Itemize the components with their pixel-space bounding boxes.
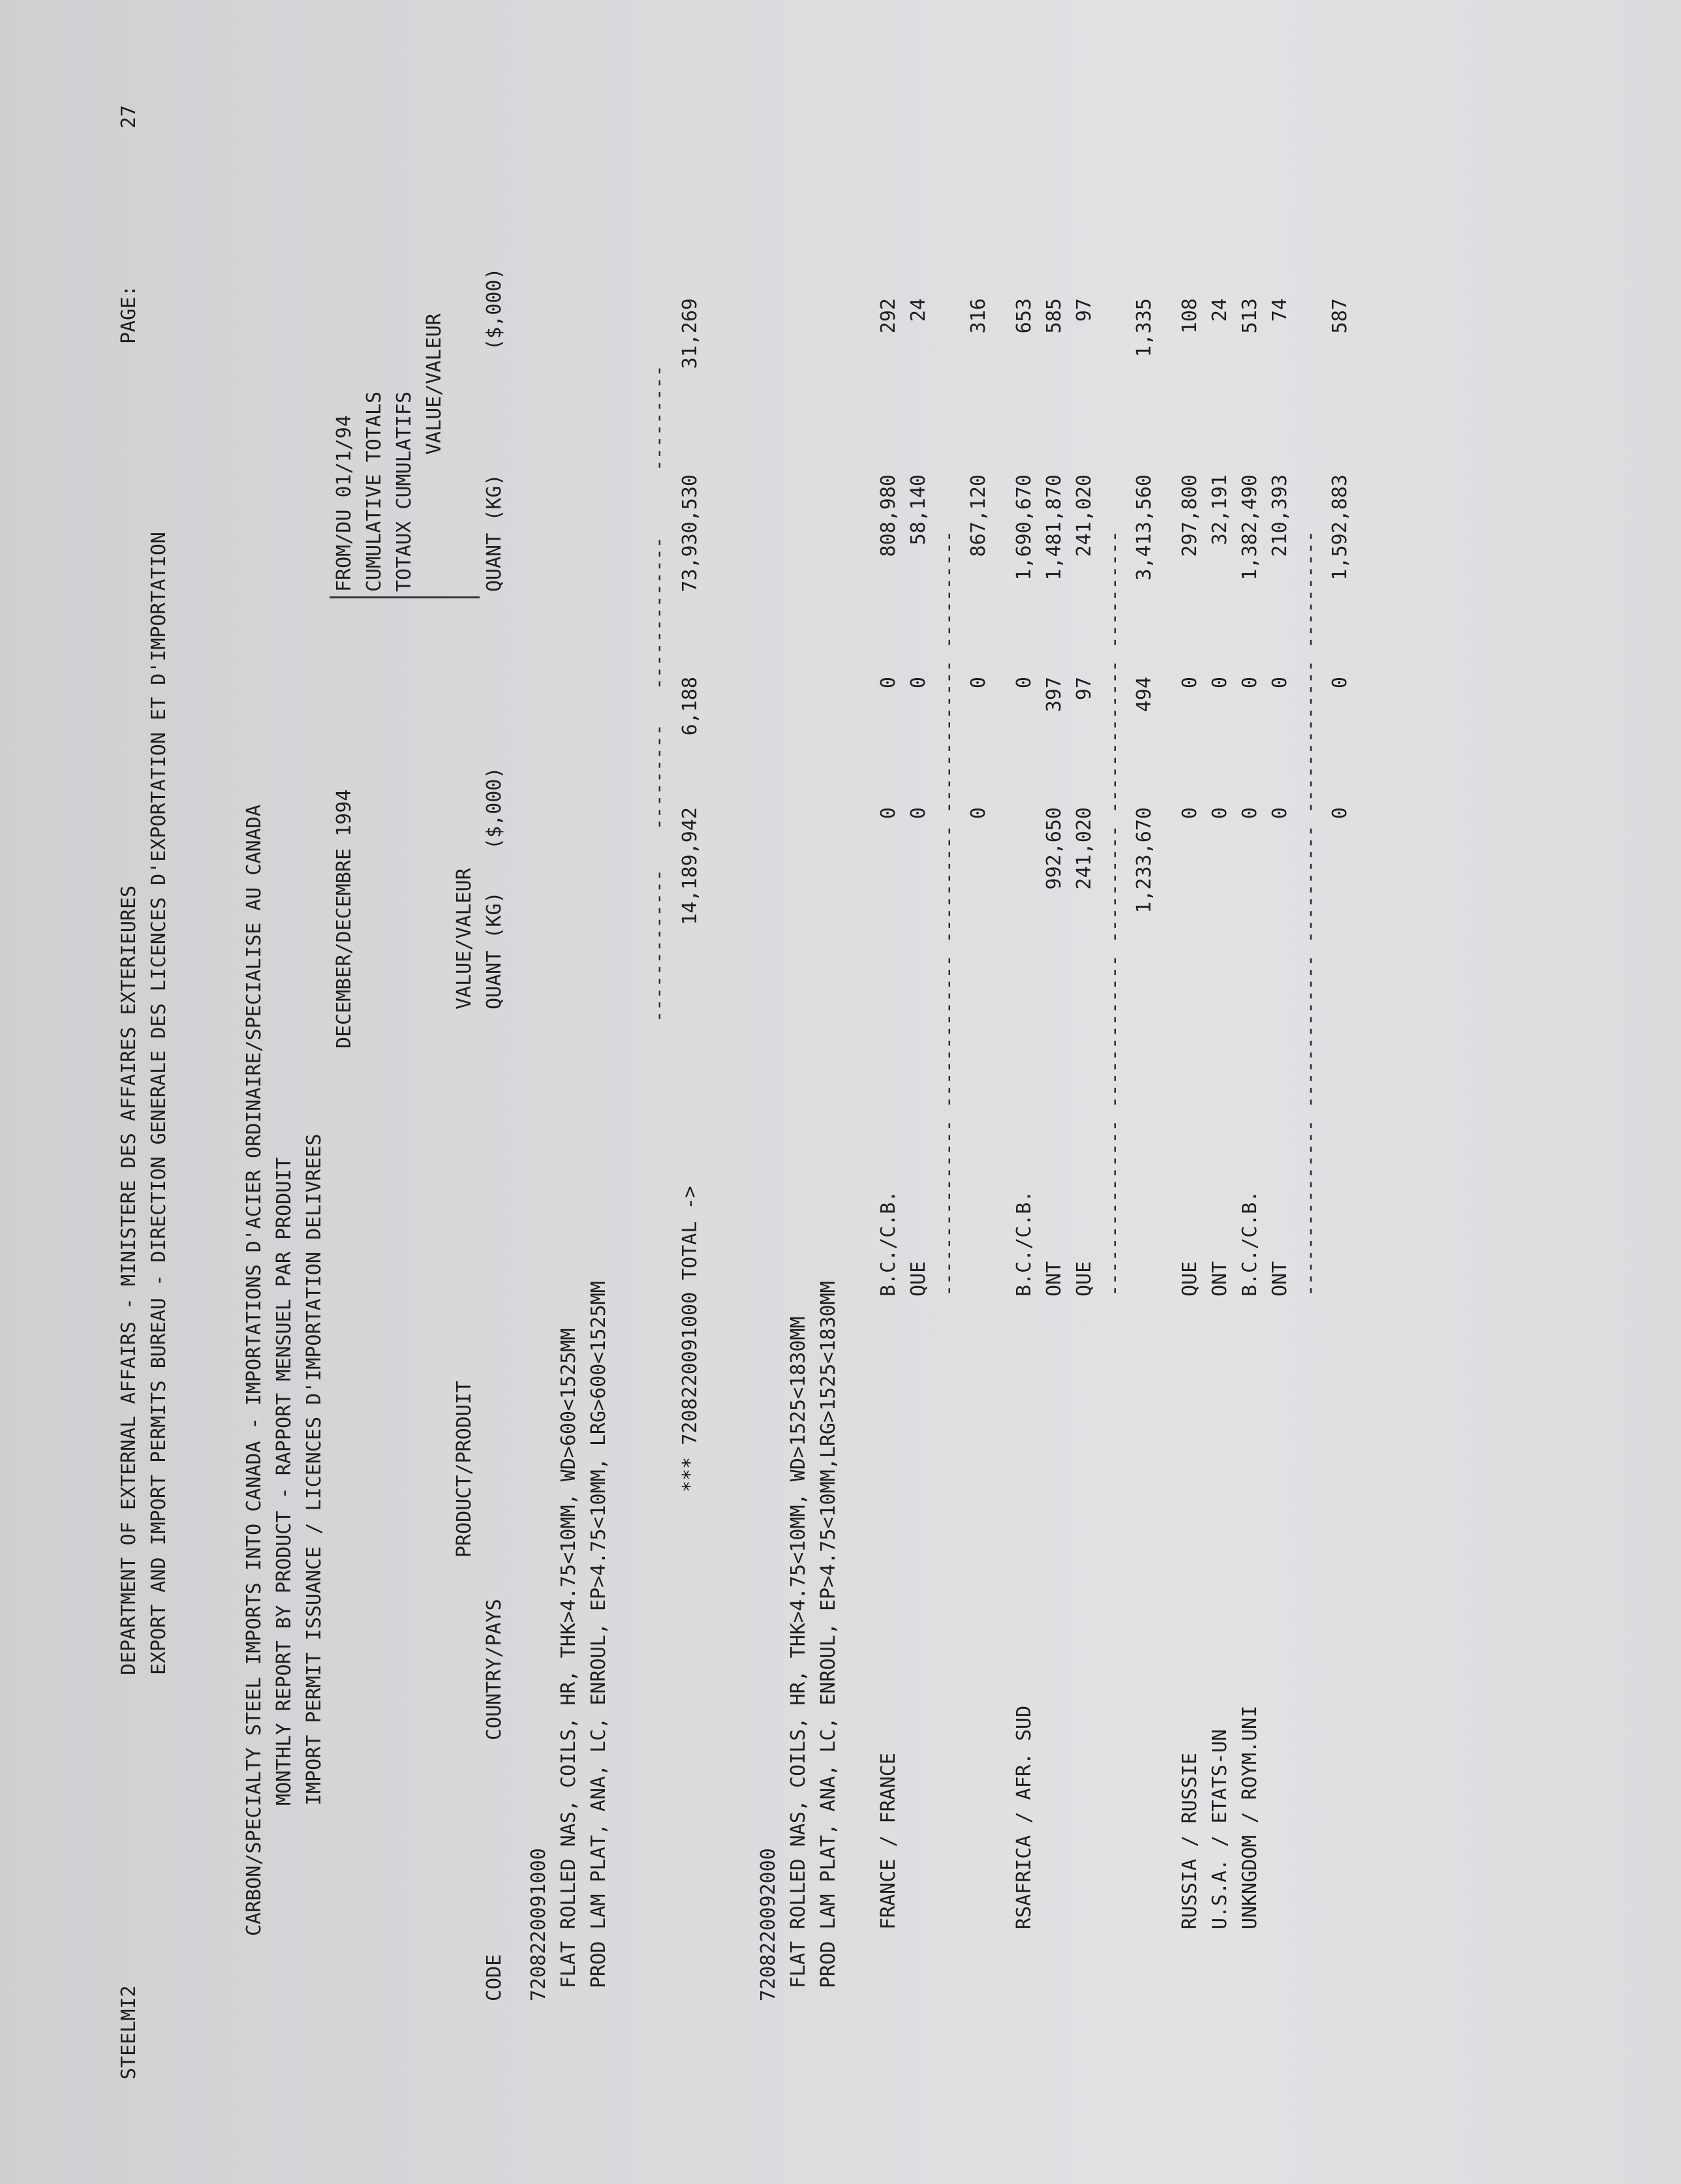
- product-desc-en-1: FLAT ROLLED NAS, COILS, HR, THK>4.75<10MM, WD>600<1525MM: [557, 1328, 580, 1988]
- report-id: STEELMI2: [117, 1985, 140, 2080]
- cell-quant: 0: [1269, 807, 1291, 820]
- cell-quant: 0: [1209, 807, 1231, 820]
- cell-cum-quant: 241,020: [1073, 474, 1096, 557]
- cell-cum-value: 653: [1013, 298, 1036, 334]
- province: QUE: [1179, 1261, 1201, 1297]
- country-france: FRANCE / FRANCE: [877, 1753, 900, 1930]
- cell-quant: 0: [877, 807, 900, 820]
- total-dash-1: -------------: [647, 869, 670, 1023]
- total-value: 6,188: [679, 677, 702, 736]
- cell-cum-value: 292: [877, 298, 900, 334]
- col-country: COUNTRY/PAYS: [483, 1599, 506, 1740]
- page-label: PAGE:: [117, 285, 140, 344]
- cell-quant: 0: [907, 807, 930, 820]
- cell-cum-value: 24: [907, 298, 930, 322]
- country-russia: RUSSIA / RUSSIE: [1179, 1753, 1201, 1930]
- subtotal-value: 0: [967, 677, 990, 689]
- cell-cum-value: 513: [1239, 298, 1261, 334]
- cell-cum-quant: 32,191: [1209, 474, 1231, 546]
- country-usa: U.S.A. / ETATS-UN: [1209, 1729, 1231, 1930]
- total-dash-2: ---------: [647, 724, 670, 830]
- province: ONT: [1043, 1261, 1066, 1297]
- cell-cum-value: 108: [1179, 298, 1201, 334]
- cell-cum-quant: 1,382,490: [1239, 474, 1261, 581]
- subtotal-value: 494: [1133, 677, 1156, 713]
- col-code: CODE: [483, 1954, 506, 2001]
- title-line-2: MONTHLY REPORT BY PRODUCT - RAPPORT MENSUEL PAR PRODUIT: [273, 1157, 296, 1806]
- cell-cum-quant: 210,393: [1269, 474, 1291, 557]
- cell-value: 0: [877, 677, 900, 689]
- cell-value: 0: [1179, 677, 1201, 689]
- product-desc-fr-1: PROD LAM PLAT, ANA, LC, ENROUL, EP>4.75<10MM, LRG>600<1525MM: [587, 1281, 610, 1988]
- col-value-unit-1: ($,000): [483, 767, 506, 850]
- subtotal-cum-quant: 1,592,883: [1329, 474, 1351, 581]
- product-code-1: 7208220091000: [527, 1848, 550, 2001]
- cell-quant: 241,020: [1073, 807, 1096, 890]
- column-separator: [330, 596, 480, 598]
- cell-value: 0: [1013, 677, 1036, 689]
- province: QUE: [907, 1261, 930, 1297]
- cell-cum-quant: 58,140: [907, 474, 930, 546]
- title-line-3: IMPORT PERMIT ISSUANCE / LICENCES D'IMPORTATION DELIVREES: [303, 1133, 326, 1806]
- cumulative-totals-fr: TOTAUX CUMULATIFS: [393, 391, 416, 592]
- product-desc-fr-2: PROD LAM PLAT, ANA, LC, ENROUL, EP>4.75<10MM,LRG>1525<1830MM: [817, 1281, 840, 1988]
- cell-quant: 0: [1239, 807, 1261, 820]
- col-product: PRODUCT/PRODUIT: [453, 1381, 476, 1558]
- total-quant: 14,189,942: [679, 807, 702, 925]
- col-value-unit-cum: ($,000): [483, 268, 506, 350]
- title-line-1: CARBON/SPECIALTY STEEL IMPORTS INTO CANADA - IMPORTATIONS D'ACIER ORDINAIRE/SPECIALISE AU CANADA: [243, 805, 266, 1936]
- product-code-2: 7208220092000: [757, 1848, 780, 2001]
- cell-value: 0: [1209, 677, 1231, 689]
- subtotal-cum-quant: 867,120: [967, 474, 990, 557]
- total-cum-value: 31,269: [679, 298, 702, 369]
- subtotal-quant: 1,233,670: [1133, 807, 1156, 914]
- cumulative-totals-en: CUMULATIVE TOTALS: [363, 391, 386, 592]
- subtotal-quant: 0: [1329, 807, 1351, 820]
- col-quant-cum: QUANT (KG): [483, 474, 506, 592]
- subtotal-cum-quant: 3,413,560: [1133, 474, 1156, 581]
- col-quant-1: QUANT (KG): [483, 891, 506, 1009]
- cell-cum-quant: 297,800: [1179, 474, 1201, 557]
- cell-quant: 0: [1179, 807, 1201, 820]
- cell-cum-quant: 1,690,670: [1013, 474, 1036, 581]
- province: B.C./C.B.: [1239, 1190, 1261, 1297]
- subtotal-cum-value: 587: [1329, 298, 1351, 334]
- product-total-label: *** 7208220091000 TOTAL ->: [679, 1186, 702, 1492]
- subtotal-separator: --------------- ------------- ---------- ------------- ----------: [1299, 531, 1321, 1297]
- product-desc-en-2: FLAT ROLLED NAS, COILS, HR, THK>4.75<10MM, WD>1525<1830MM: [787, 1316, 810, 1988]
- province: B.C./C.B.: [1013, 1190, 1036, 1297]
- total-dash-4: ---------: [647, 365, 670, 471]
- cell-cum-value: 97: [1073, 298, 1096, 322]
- province: B.C./C.B.: [877, 1190, 900, 1297]
- cell-value: 0: [907, 677, 930, 689]
- country-rsafrica: RSAFRICA / AFR. SUD: [1013, 1705, 1036, 1930]
- province: ONT: [1269, 1261, 1291, 1297]
- total-cum-quant: 73,930,530: [679, 474, 702, 592]
- col-value-1: VALUE/VALEUR: [453, 868, 476, 1009]
- subtotal-value: 0: [1329, 677, 1351, 689]
- subtotal-quant: 0: [967, 807, 990, 820]
- cell-cum-value: 74: [1269, 298, 1291, 322]
- cell-cum-value: 585: [1043, 298, 1066, 334]
- col-value-cum-1: VALUE/VALEUR: [423, 313, 446, 455]
- cell-cum-value: 24: [1209, 298, 1231, 322]
- subtotal-cum-value: 1,335: [1133, 298, 1156, 358]
- title-line-4: DECEMBER/DECEMBRE 1994: [333, 789, 356, 1049]
- cell-cum-quant: 1,481,870: [1043, 474, 1066, 581]
- cell-value: 97: [1073, 677, 1096, 701]
- subtotal-separator: --------------- ------------- ---------- ------------- ----------: [1103, 531, 1126, 1297]
- cell-value: 397: [1043, 677, 1066, 713]
- subtotal-separator: --------------- ------------- ---------- ------------- ----------: [937, 531, 960, 1297]
- province: ONT: [1209, 1261, 1231, 1297]
- country-uk: UNKNGDOM / ROYM.UNI: [1239, 1705, 1261, 1930]
- from-date: FROM/DU 01/1/94: [333, 415, 356, 592]
- province: QUE: [1073, 1261, 1096, 1297]
- subtotal-cum-value: 316: [967, 298, 990, 334]
- total-dash-3: -------------: [647, 536, 670, 690]
- cell-cum-quant: 808,980: [877, 474, 900, 557]
- cell-value: 0: [1239, 677, 1261, 689]
- page-number: 27: [117, 104, 140, 129]
- department-line: DEPARTMENT OF EXTERNAL AFFAIRS - MINISTERE DES AFFAIRES EXTERIEURES: [117, 885, 140, 1675]
- bureau-line: EXPORT AND IMPORT PERMITS BUREAU - DIRECTION GENERALE DES LICENCES D'EXPORTATION ET D'IMPORTATION: [147, 532, 170, 1675]
- cell-value: 0: [1269, 677, 1291, 689]
- cell-quant: 992,650: [1043, 807, 1066, 890]
